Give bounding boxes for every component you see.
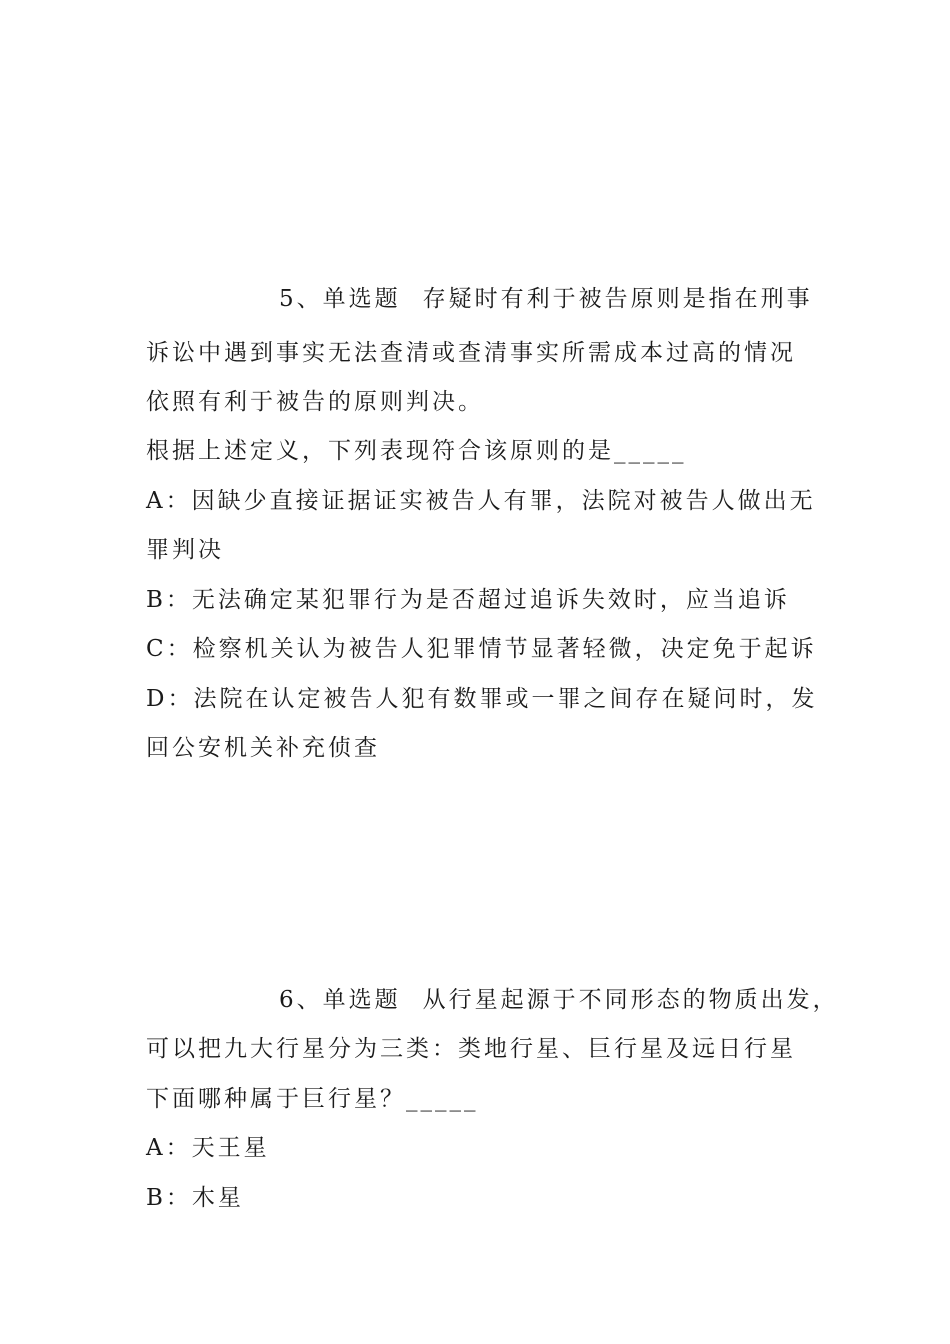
question-5-option-c: C：检察机关认为被告人犯罪情节显著轻微，决定免于起诉 xyxy=(146,636,817,662)
question-5-option-d-cont: 回公安机关补充侦查 xyxy=(146,735,380,761)
question-6-header xyxy=(279,985,839,1015)
question-6-prompt: 下面哪种属于巨行星？_____ xyxy=(146,1086,479,1112)
question-5-header xyxy=(279,284,813,314)
question-5-stem-line: 存疑时有利于被告原则是指在刑事 xyxy=(422,286,813,312)
question-5-option-a: A：因缺少直接证据证实被告人有罪，法院对被告人做出无 xyxy=(146,488,816,514)
question-5-number-type: 5、单选题 xyxy=(279,286,401,312)
question-6-stem-line: 可以把九大行星分为三类：类地行星、巨行星及远日行星 xyxy=(146,1036,796,1062)
question-5-option-b: B：无法确定某犯罪行为是否超过追诉失效时，应当追诉 xyxy=(146,587,790,613)
question-5-option-a-cont: 罪判决 xyxy=(146,537,224,563)
question-6-number-type: 6、单选题 xyxy=(279,987,401,1013)
question-6-stem-line: 从行星起源于不同形态的物质出发， xyxy=(422,987,839,1013)
question-5-stem-line: 依照有利于被告的原则判决。 xyxy=(146,389,484,415)
question-5-option-d: D：法院在认定被告人犯有数罪或一罪之间存在疑问时，发 xyxy=(146,686,818,712)
question-5-stem-line: 诉讼中遇到事实无法查清或查清事实所需成本过高的情况 xyxy=(146,340,796,366)
question-6-option-b: B：木星 xyxy=(146,1185,244,1211)
question-5-prompt: 根据上述定义，下列表现符合该原则的是_____ xyxy=(146,438,687,464)
question-6-option-a: A：天王星 xyxy=(146,1135,270,1161)
